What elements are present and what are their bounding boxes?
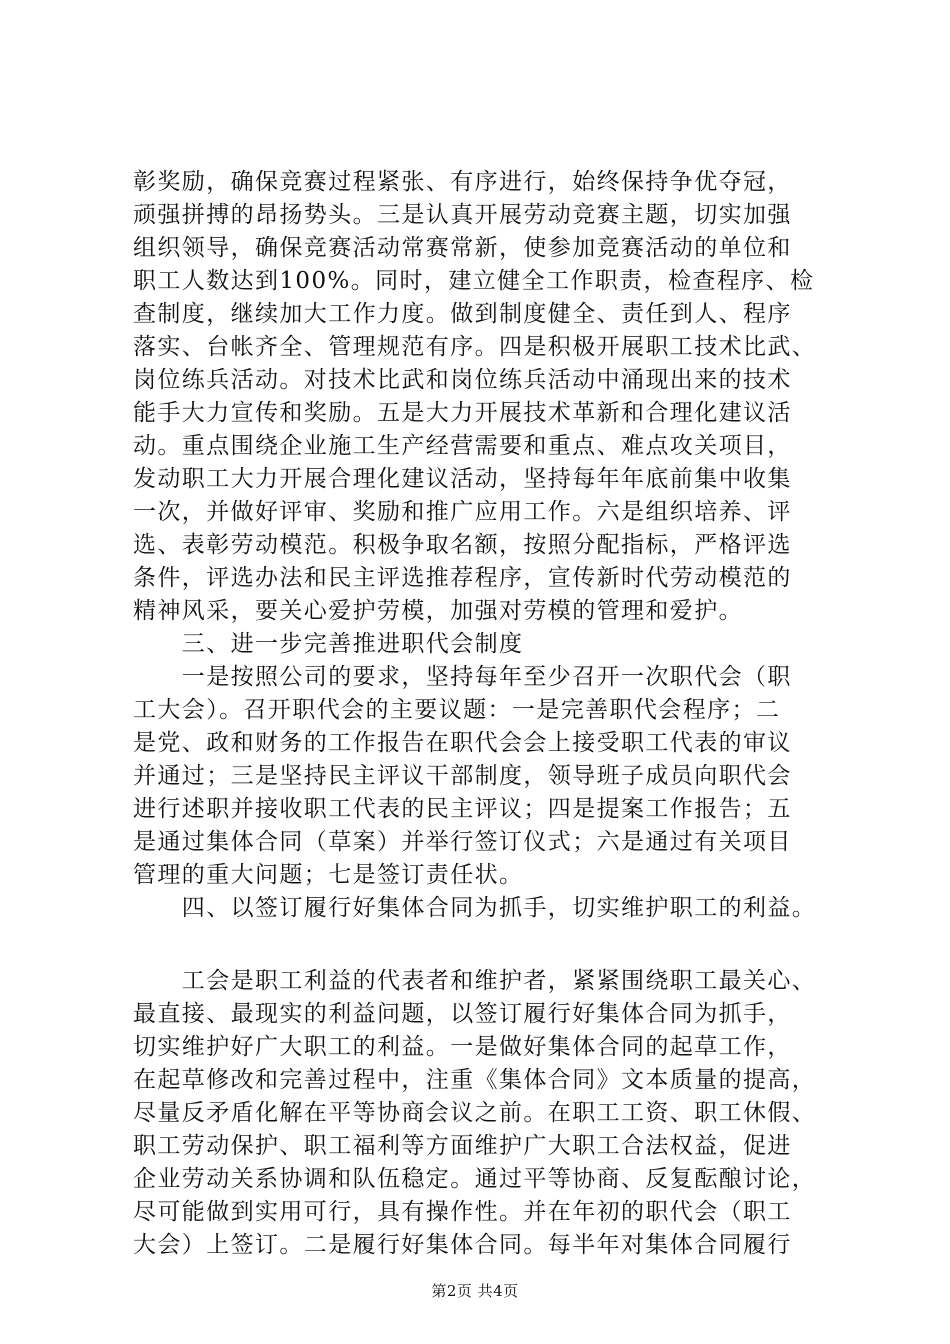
- text-line: 组织领导，确保竞赛活动常赛常新，使参加竞赛活动的单位和: [133, 235, 792, 261]
- text-line: 顽强拼搏的昂扬势头。三是认真开展劳动竞赛主题，切实加强: [133, 202, 792, 228]
- text-line: 最直接、最现实的利益问题，以签订履行好集体合同为抓手，: [133, 1001, 792, 1027]
- text-line: 岗位练兵活动。对技术比武和岗位练兵活动中涌现出来的技术: [133, 367, 792, 393]
- text-line: 尽量反矛盾化解在平等协商会议之前。在职工工资、职工休假、: [133, 1100, 817, 1126]
- text-line: 职工人数达到100%。同时，建立健全工作职责，检查程序、检: [133, 268, 815, 294]
- text-line: 并通过；三是坚持民主评议干部制度，领导班子成员向职代会: [133, 763, 792, 789]
- text-line: 管理的重大问题；七是签订责任状。: [133, 862, 524, 888]
- text-line: 彰奖励，确保竞赛过程紧张、有序进行，始终保持争优夺冠，: [133, 169, 792, 195]
- text-line: 一是按照公司的要求，坚持每年至少召开一次职代会（职: [133, 664, 792, 690]
- text-line: 发动职工大力开展合理化建议活动，坚持每年年底前集中收集: [133, 466, 792, 492]
- text-line: 进行述职并接收职工代表的民主评议；四是提案工作报告；五: [133, 796, 792, 822]
- text-line: 落实、台帐齐全、管理规范有序。四是积极开展职工技术比武、: [133, 334, 817, 360]
- text-line: 是通过集体合同（草案）并举行签订仪式；六是通过有关项目: [133, 829, 792, 855]
- text-line: 企业劳动关系协调和队伍稳定。通过平等协商、反复酝酿讨论，: [133, 1166, 817, 1192]
- text-line: 查制度，继续加大工作力度。做到制度健全、责任到人、程序: [133, 301, 792, 327]
- text-line: 职工劳动保护、职工福利等方面维护广大职工合法权益，促进: [133, 1133, 792, 1159]
- text-line: 条件，评选办法和民主评选推荐程序，宣传新时代劳动模范的: [133, 565, 792, 591]
- blank-line: [133, 925, 849, 965]
- text-line: 尽可能做到实用可行，具有操作性。并在年初的职代会（职工: [133, 1199, 792, 1225]
- page-number-footer: 第2页 共4页: [431, 1282, 519, 1300]
- text-line: 是党、政和财务的工作报告在职代会会上接受职工代表的审议: [133, 730, 792, 756]
- text-line: 能手大力宣传和奖励。五是大力开展技术革新和合理化建议活: [133, 400, 792, 426]
- text-line: 动。重点围绕企业施工生产经营需要和重点、难点攻关项目，: [133, 433, 792, 459]
- text-line: 一次，并做好评审、奖励和推广应用工作。六是组织培养、评: [133, 499, 792, 525]
- document-body: [133, 166, 849, 1262]
- text-line: 工会是职工利益的代表者和维护者，紧紧围绕职工最关心、: [133, 968, 817, 994]
- text-line: 在起草修改和完善过程中，注重《集体合同》文本质量的提高，: [133, 1067, 817, 1093]
- text-line: 精神风采，要关心爱护劳模，加强对劳模的管理和爱护。: [133, 598, 743, 624]
- section-heading: 四、以签订履行好集体合同为抓手，切实维护职工的利益。: [133, 895, 817, 921]
- text-line: 工大会）。召开职代会的主要议题：一是完善职代会程序；二: [133, 697, 781, 723]
- text-line: 切实维护好广大职工的利益。一是做好集体合同的起草工作，: [133, 1034, 792, 1060]
- text-line: 大会）上签订。二是履行好集体合同。每半年对集体合同履行: [133, 1232, 792, 1258]
- text-line: 选、表彰劳动模范。积极争取名额，按照分配指标，严格评选: [133, 532, 792, 558]
- section-heading: 三、进一步完善推进职代会制度: [133, 631, 524, 657]
